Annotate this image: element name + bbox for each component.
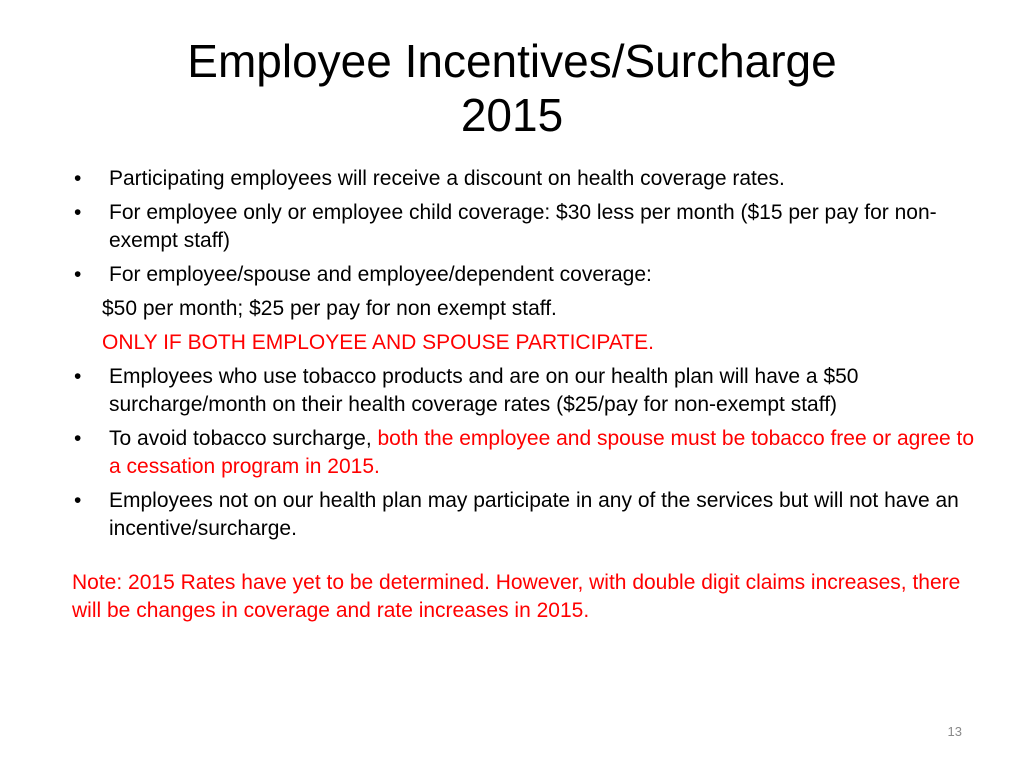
bullet-text: For employee/spouse and employee/dependent coverage:: [109, 263, 652, 286]
sub-line-rates: $50 per month; $25 per pay for non exempt staff.: [102, 297, 557, 320]
page-number: 13: [947, 724, 962, 739]
slide-title-line1: Employee Incentives/Surcharge: [187, 35, 837, 87]
bullet-item: [72, 425, 982, 481]
bullet-item: [72, 165, 982, 193]
slide-body: [72, 165, 982, 625]
bullet-item: [72, 199, 982, 255]
slide-title-line2: 2015: [460, 89, 564, 141]
bullet-text: To avoid tobacco surcharge,: [109, 427, 378, 450]
bullet-text: Employees who use tobacco products and are on our health plan will have a $50 surcharge/month on their health coverage rates ($25/pay for non-exempt staff): [109, 365, 859, 416]
bullet-item: [72, 261, 982, 289]
bullet-marker: •: [74, 365, 82, 388]
sub-line-condition: ONLY IF BOTH EMPLOYEE AND SPOUSE PARTICIPATE.: [102, 331, 654, 354]
rates-note: Note: 2015 Rates have yet to be determined. However, with double digit claims increases, there will be changes in coverage and rate increases in 2015.: [72, 571, 961, 622]
bullet-text: Participating employees will receive a discount on health coverage rates.: [109, 167, 785, 190]
bullet-marker: •: [74, 427, 82, 450]
bullet-text: Employees not on our health plan may participate in any of the services but will not have an incentive/surcharge.: [109, 489, 959, 540]
bullet-text: For employee only or employee child coverage: $30 less per month ($15 per pay for non-exempt staff): [109, 201, 937, 252]
bullet-marker: •: [74, 201, 82, 224]
bullet-marker: •: [74, 167, 82, 190]
bullet-text-emphasis: both the employee and spouse must be tobacco free or agree to a cessation program in 2015.: [109, 427, 975, 478]
bullet-item: [72, 487, 982, 543]
bullet-marker: •: [74, 263, 82, 286]
slide-title: [0, 34, 1024, 142]
bullet-marker: •: [74, 489, 82, 512]
bullet-item: [72, 363, 982, 419]
